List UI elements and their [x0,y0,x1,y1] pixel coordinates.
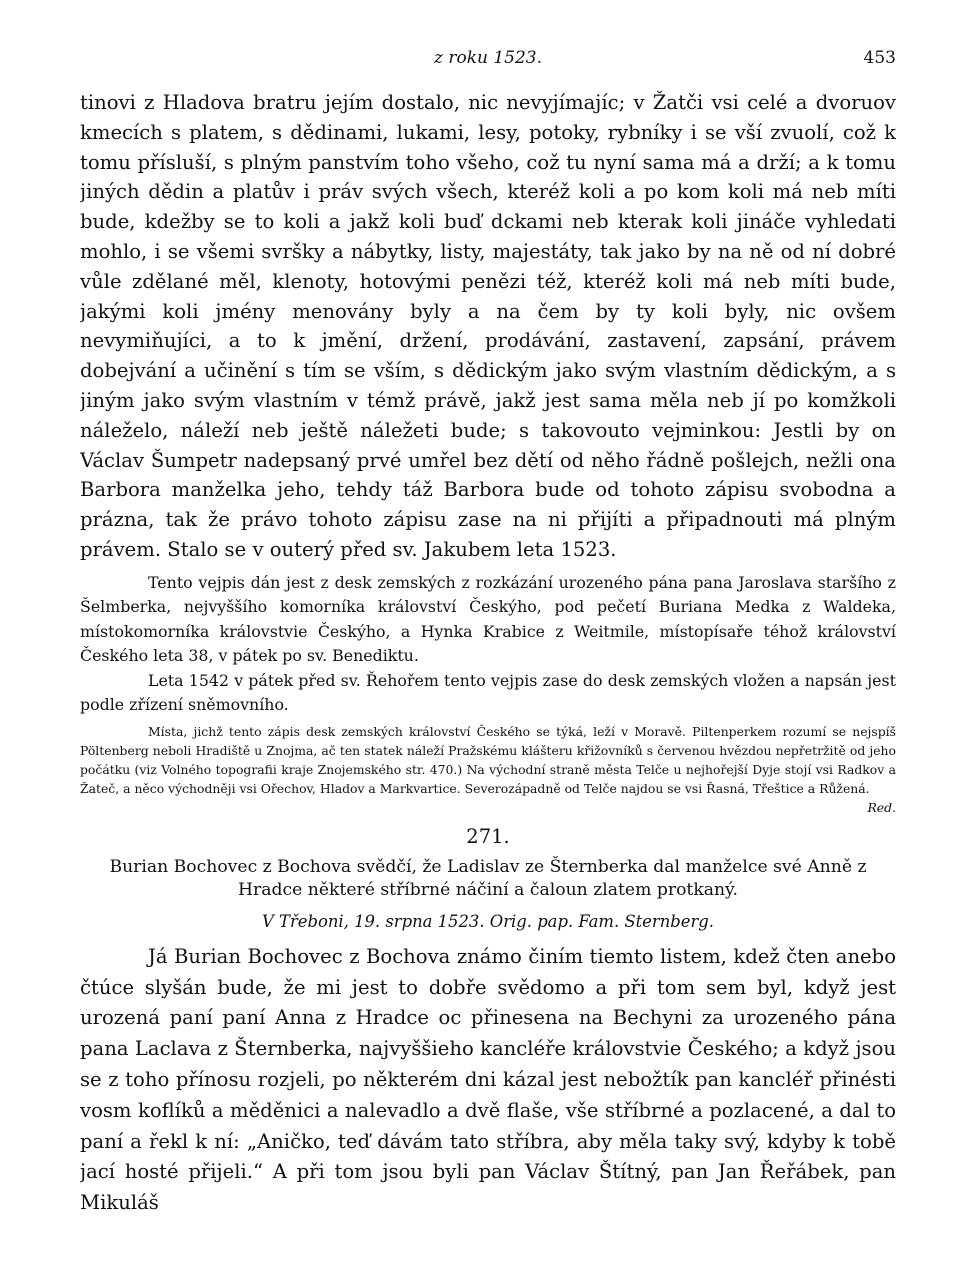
insertion-note: Leta 1542 v pátek před sv. Řehořem tento vejpis zase do desk zemských vložen a napsán jest podle zřízení sněmovního. [80,670,896,715]
document-summary: Burian Bochovec z Bochova svědčí, že Ladislav ze Šternberka dal manželce své Anně z Hradce některé stříbrné náčiní a čaloun zlatem protkaný. [109,856,867,900]
document-number: 271. [466,824,510,848]
document-page [80,40,896,1260]
page-number: 453 [863,48,896,68]
editor-signature: Red. [867,799,896,815]
page-header [80,40,896,74]
transcript-note: Tento vejpis dán jest z desk zemských z rozkázání urozeného pána pana Jaroslava staršího z Šelmberka, nejvyššího komorníka království Českýho, pod pečetí Buriana Medka z Waldeka, místokomorníka královstvie Českýho, a Hynka Krabice z Weitmile, místopísaře téhož království Českého leta 38, v pátek po sv. Benediktu. [80,572,896,666]
editor-note-text: Místa, jichž tento zápis desk zemských království Českého se týká, leží v Moravě. Piltenperkem rozumí se nejspíš Pöltenberg neboli Hradiště u Znojma, ač ten statek náleží Pražskému klášteru křižovníků s červenou hvězdou nepřetržitě od jeho počátku (viz Volného topografii kraje Znojemského str. 470.) Na východní straně města Telče u nejhořejší Dyje stojí vsi Radkov a Žateč, a něco východněji vsi Ořechov, Hladov a Markvartice. Severozápadně od Telče najdou se vsi Řasná, Třeštice a Růžená. [80,723,896,796]
document-source: V Třeboni, 19. srpna 1523. Orig. pap. Fam. Sternberg. [261,911,714,931]
editor-note [80,722,896,815]
document-text: Já Burian Bochovec z Bochova známo činím tiemto listem, kdež čten anebo čtúce slyšán bude, že mi jest to dobře svědomo a při tom sem byl, když jest urozená paní paní Anna z Hradce oc přinesena na Bechyni za urozeného pána pana Laclava z Šternberka, najvyššieho kancléře královstvie Českého; a když jsou se z toho přínosu rozjeli, po některém dni kázal jest nebožtík pan kancléř přinésti vosm koflíků a měděnici a nalevadlo a dvě flaše, vše stříbrné a pozlacené, a dal to paní a řekl k ní: „Aničko, teď dávám tato stříbra, aby měla taky svý, kdyby k tobě jací hosté přijeli.“ A při tom jsou byli pan Václav Štítný, pan Jan Řeřábek, pan Mikuláš [80,944,896,1215]
running-title: z roku 1523. [433,48,543,68]
main-text-paragraph: tinovi z Hladova bratru jejím dostalo, nic nevyjímajíc; v Žatči vsi celé a dvoruov kmecích s platem, s dědinami, lukami, lesy, potoky, rybníky i se vší zvuolí, což k tomu přísluší, s plným panstvím toho všeho, což tu nyní sama má a drží; a k tomu jiných dědin a platův i práv svých všech, kteréž koli a po kom koli má neb míti bude, kdežby se to koli a jakž koli buď dckami neb kterak koli jináče vyhledati mohlo, i se všemi svršky a nábytky, listy, majestáty, tak jako by na ně od ní dobré vůle zdělané měl, klenoty, hotovými penězi též, kteréž koli má neb míti bude, jakými koli jmény menovány byly a na čem by ty koli byly, nic ovšem nevymiňujíci, a to k jmění, držení, prodávání, zastavení, zapsání, právem dobejvání a učinění s tím se vším, s dědickým jako svým vlastním dědickým, a s jiným jako svým vlastním v témž právě, jakž jest sama měla neb jí po komžkoli náleželo, náleží neb ještě náležeti bude; s takovouto vejminkou: Jestli by on Václav Šumpetr nadepsaný prvé umřel bez dětí od něho řádně pošlejch, nežli ona Barbora manželka jeho, tehdy táž Barbora bude od tohoto zápisu svobodna a prázna, tak že právo tohoto zápisu zase na ni přijíti a připadnouti má plným právem. Stalo se v outerý před sv. Jakubem leta 1523. [80,91,896,561]
